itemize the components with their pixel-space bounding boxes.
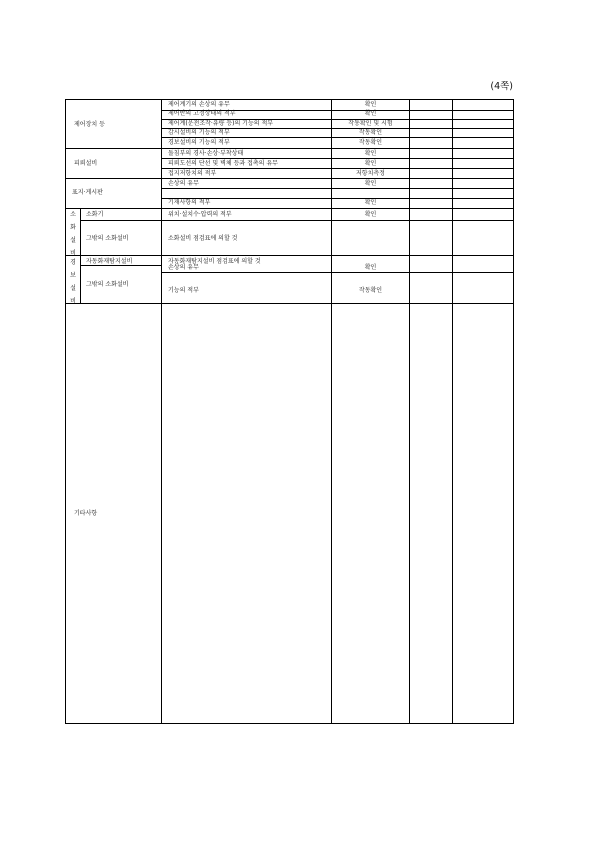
lightning-item-2: 피뢰도선의 단선 및 벽체 등과 접촉의 유무 bbox=[168, 160, 278, 167]
fire-item-2: 소화설비 점검표에 의할 것 bbox=[168, 235, 238, 242]
category-control: 제어장치 등 bbox=[74, 121, 105, 128]
category-lightning: 피뢰설비 bbox=[74, 160, 98, 167]
category-fire: 소 화 설 비 bbox=[70, 211, 76, 257]
control-item-3: 제어계(운전조작·유량 등)의 기능의 적부 bbox=[168, 120, 274, 127]
category-other: 기타사항 bbox=[74, 510, 98, 517]
alarm-method-3: 작동확인 bbox=[358, 287, 383, 294]
category-alarm: 경 보 설 비 bbox=[70, 259, 76, 305]
alarm-item-3: 기능의 적부 bbox=[168, 287, 199, 294]
fire-method-1: 확인 bbox=[364, 211, 377, 218]
alarm-item-1: 자동화재탐지설비 점검표에 의할 것 bbox=[168, 258, 261, 265]
control-item-5: 경보설비의 기능의 적부 bbox=[168, 139, 230, 146]
control-item-4: 감시설비의 기능의 적부 bbox=[168, 129, 230, 136]
page-number: (4쪽) bbox=[490, 81, 513, 92]
control-method-3: 작동확인 및 시험 bbox=[348, 120, 393, 127]
fire-sub-2: 그밖의 소화설비 bbox=[86, 235, 129, 242]
inspection-table bbox=[65, 99, 514, 724]
control-item-2: 제어반의 고정상태의 적부 bbox=[168, 110, 236, 117]
signage-item-2: 기재사항의 적부 bbox=[168, 199, 211, 206]
control-method-1: 확인 bbox=[364, 101, 377, 108]
alarm-method-2: 확인 bbox=[364, 264, 377, 271]
control-method-4: 작동확인 bbox=[358, 129, 383, 136]
signage-method-2: 확인 bbox=[364, 199, 377, 206]
lightning-item-1: 돌침부의 경사·손상·부착상태 bbox=[168, 150, 244, 157]
control-method-5: 작동확인 bbox=[358, 139, 383, 146]
lightning-item-3: 접지저항치의 적부 bbox=[168, 170, 217, 177]
lightning-method-2: 확인 bbox=[364, 160, 377, 167]
fire-item-1: 위치·설치수·압력의 적부 bbox=[168, 211, 232, 218]
control-method-2: 확인 bbox=[364, 110, 377, 117]
alarm-item-2: 손상의 유무 bbox=[168, 264, 199, 271]
signage-item-1: 손상의 유무 bbox=[168, 180, 199, 187]
signage-method-1: 확인 bbox=[364, 180, 377, 187]
fire-sub-1: 소화기 bbox=[86, 211, 104, 218]
control-item-1: 제어계기의 손상의 유무 bbox=[168, 101, 230, 108]
lightning-method-3: 저항치측정 bbox=[356, 170, 385, 177]
category-signage: 표지·게시판 bbox=[72, 189, 103, 196]
alarm-sub-2: 그밖의 소화설비 bbox=[86, 281, 129, 288]
alarm-sub-1: 자동화재탐지설비 bbox=[86, 258, 133, 265]
lightning-method-1: 확인 bbox=[364, 150, 377, 157]
